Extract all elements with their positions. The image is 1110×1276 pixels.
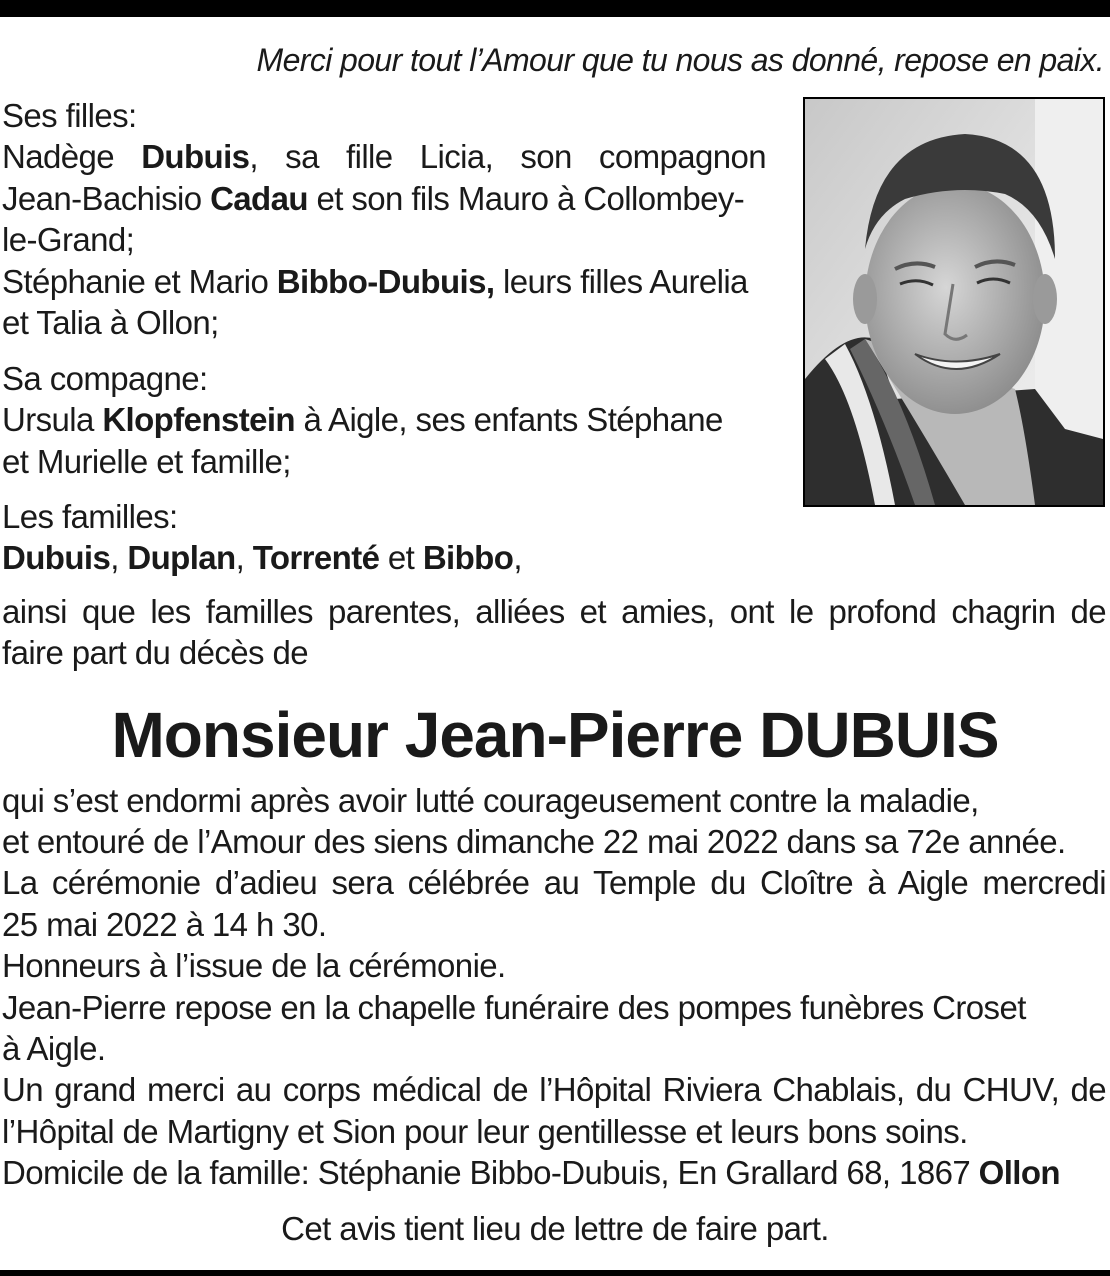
body-line-7: à Aigle. [2, 1030, 106, 1067]
daughters-heading: Ses filles: [2, 97, 137, 134]
bottom-rule [0, 1270, 1110, 1276]
top-rule [0, 0, 1110, 17]
families-heading: Les familles: [2, 498, 178, 535]
body-line-8: Un grand merci au corps médical de l’Hôpital Riviera Chablais, du CHUV, de [2, 1071, 1106, 1108]
daughters-line-3: le-Grand; [2, 221, 135, 258]
deceased-name: Monsieur Jean-Pierre DUBUIS [111, 699, 999, 771]
body-line-10: Domicile de la famille: Stéphanie Bibbo-Dubuis, En Grallard 68, 1867 Ollon [2, 1154, 1060, 1191]
announce-line-1: ainsi que les familles parentes, alliées et amies, ont le profond chagrin de [2, 593, 1106, 630]
portrait-photo [803, 97, 1105, 507]
portrait-image [805, 99, 1103, 505]
daughters-line-2: Jean-Bachisio Cadau et son fils Mauro à Collombey- [2, 180, 745, 217]
body-line-1: qui s’est endormi après avoir lutté courageusement contre la maladie, [2, 782, 979, 819]
announce-line-2: faire part du décès de [2, 634, 309, 671]
companion-line-2: et Murielle et famille; [2, 443, 291, 480]
body-line-2: et entouré de l’Amour des siens dimanche 22 mai 2022 dans sa 72e année. [2, 823, 1066, 860]
body-line-6: Jean-Pierre repose en la chapelle funéraire des pompes funèbres Croset [2, 989, 1026, 1026]
body-line-3: La cérémonie d’adieu sera célébrée au Temple du Cloître à Aigle mercredi [2, 864, 1106, 901]
daughters-line-1: Nadège Dubuis, sa fille Licia, son compagnon [2, 138, 766, 175]
body-line-4: 25 mai 2022 à 14 h 30. [2, 906, 327, 943]
families-names: Dubuis, Duplan, Torrenté et Bibbo, [2, 539, 522, 576]
companion-line-1: Ursula Klopfenstein à Aigle, ses enfants Stéphane [2, 401, 723, 438]
daughters-line-4: Stéphanie et Mario Bibbo-Dubuis, leurs filles Aurelia [2, 263, 748, 300]
body-line-9: l’Hôpital de Martigny et Sion pour leur gentillesse et leurs bons soins. [2, 1113, 968, 1150]
daughters-line-5: et Talia à Ollon; [2, 304, 219, 341]
body-line-5: Honneurs à l’issue de la cérémonie. [2, 947, 506, 984]
footer-note: Cet avis tient lieu de lettre de faire part. [281, 1210, 829, 1247]
motto: Merci pour tout l’Amour que tu nous as donné, repose en paix. [256, 42, 1104, 78]
companion-heading: Sa compagne: [2, 360, 208, 397]
